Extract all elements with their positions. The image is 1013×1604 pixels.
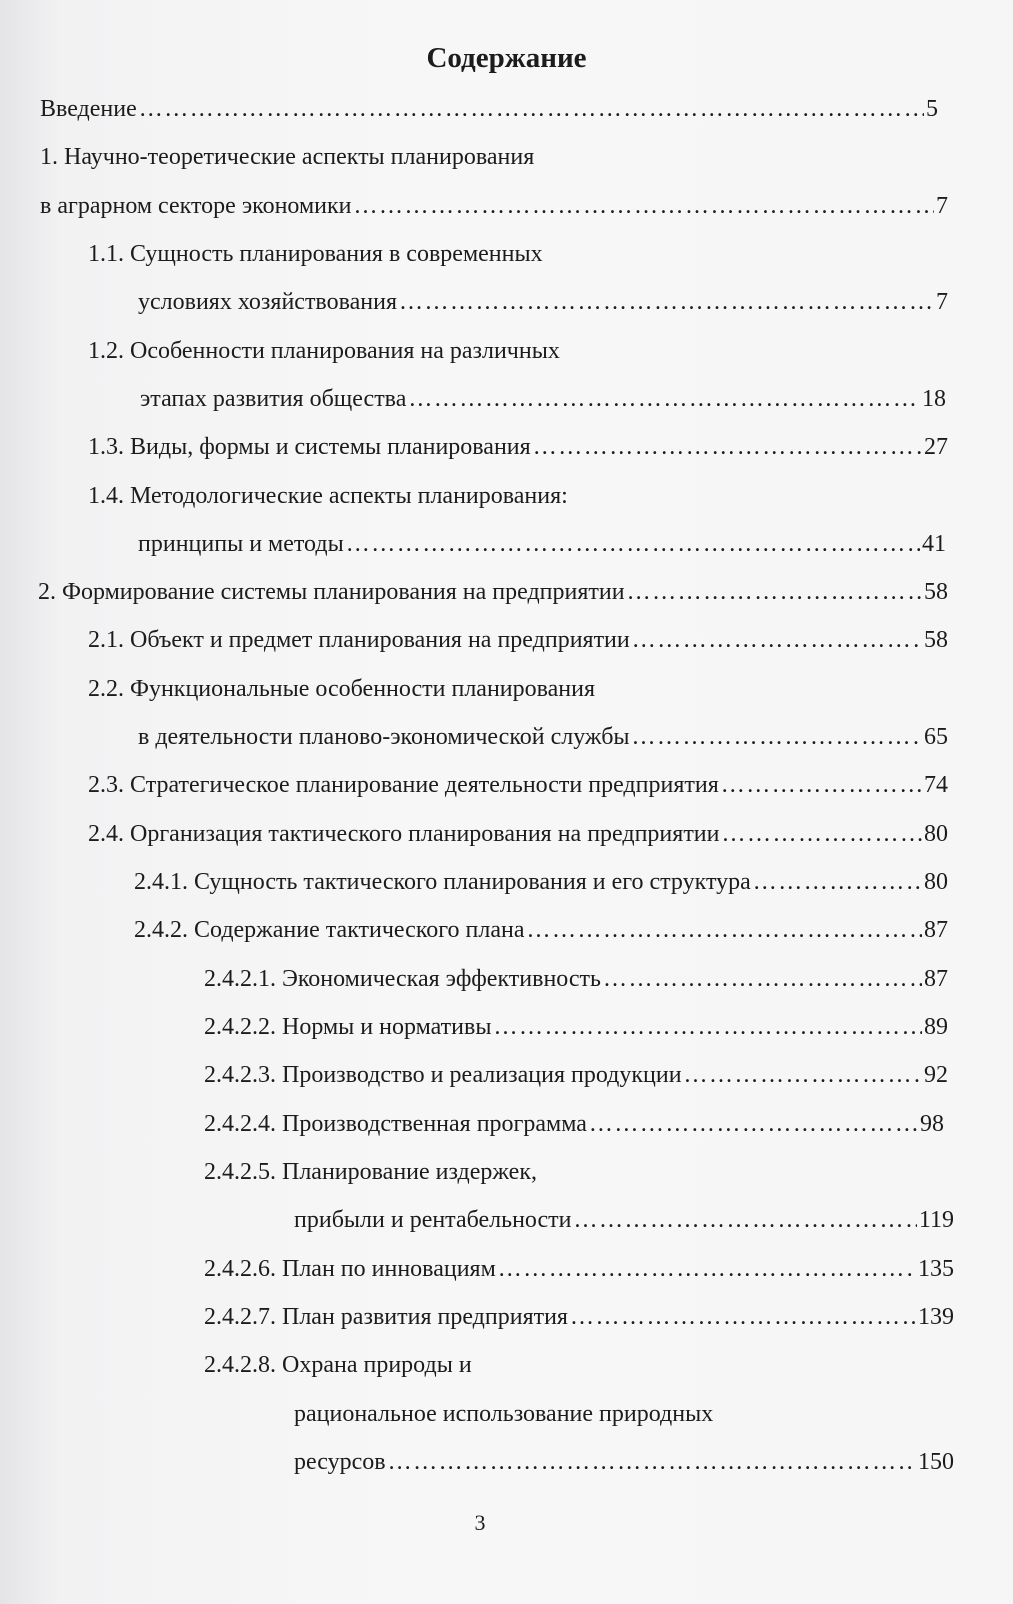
toc-entry xyxy=(138,286,948,318)
toc-entry-label: 1. Научно-теоретические аспекты планирования xyxy=(40,144,535,170)
toc-leader-dots xyxy=(684,1059,922,1091)
toc-page-number: 58 xyxy=(924,579,948,605)
toc-entry xyxy=(88,431,948,463)
toc-entry xyxy=(88,818,948,850)
toc-entry-label: этапах развития общества xyxy=(140,386,407,412)
toc-page-number: 150 xyxy=(918,1449,954,1475)
toc-page-number: 87 xyxy=(924,966,948,992)
toc-leader-dots xyxy=(589,1108,918,1140)
toc-entry-label: 2.4.2.7. План развития предприятия xyxy=(204,1304,568,1330)
toc-page-number: 27 xyxy=(924,434,948,460)
page-title: Содержание xyxy=(426,42,587,74)
toc-leader-dots xyxy=(399,286,934,318)
toc-leader-dots xyxy=(388,1446,916,1478)
toc-entry xyxy=(134,866,948,898)
toc-entry-label: 2.4. Организация тактического планирования на предприятии xyxy=(88,821,720,847)
toc-page-number: 139 xyxy=(918,1304,954,1330)
toc-entry xyxy=(294,1204,954,1236)
toc-entry xyxy=(204,1059,948,1091)
toc-entry xyxy=(138,528,946,560)
toc-page-number: 89 xyxy=(924,1014,948,1040)
toc-entry-label: 2.4.2.4. Производственная программа xyxy=(204,1111,587,1137)
toc-entry-label: 2.4.2.6. План по инновациям xyxy=(204,1256,496,1282)
toc-entry-label: 2.4.2. Содержание тактического плана xyxy=(134,917,525,943)
toc-entry xyxy=(140,383,946,415)
toc-entry xyxy=(204,1349,954,1381)
toc-page-number: 7 xyxy=(936,193,948,219)
toc-leader-dots xyxy=(139,93,924,125)
toc-page-number: 87 xyxy=(924,917,948,943)
toc-entry xyxy=(204,1156,948,1188)
toc-entry xyxy=(294,1398,954,1430)
toc-entry xyxy=(40,93,938,125)
toc-leader-dots xyxy=(493,1011,922,1043)
toc-entry-label: 1.2. Особенности планирования на различных xyxy=(88,338,560,364)
toc-entry xyxy=(88,480,948,512)
toc-page-number: 41 xyxy=(922,531,946,557)
toc-entry-label: 2.4.2.5. Планирование издержек, xyxy=(204,1159,537,1185)
toc-entry xyxy=(88,673,948,705)
toc-entry xyxy=(138,721,948,753)
toc-leader-dots xyxy=(722,818,923,850)
toc-entry xyxy=(38,576,948,608)
toc-entry xyxy=(40,141,938,173)
toc-page-number: 18 xyxy=(922,386,946,412)
toc-entry-label: условиях хозяйствования xyxy=(138,289,397,315)
toc-entry xyxy=(204,1011,948,1043)
toc-leader-dots xyxy=(527,914,923,946)
toc-leader-dots xyxy=(627,576,922,608)
toc-leader-dots xyxy=(721,769,922,801)
toc-entry-label: 2.4.1. Сущность тактического планирования и его структура xyxy=(134,869,751,895)
toc-page-number: 119 xyxy=(918,1207,954,1233)
toc-leader-dots xyxy=(353,190,934,222)
toc-entry-label: в аграрном секторе экономики xyxy=(40,193,352,219)
toc-page-number: 80 xyxy=(924,821,948,847)
toc-entry-label: рациональное использование природных xyxy=(294,1401,714,1427)
toc-entry-label: 2.4.2.1. Экономическая эффективность xyxy=(204,966,601,992)
toc-entry-label: 2.3. Стратегическое планирование деятельности предприятия xyxy=(88,772,719,798)
toc-entry-label: 2. Формирование системы планирования на предприятии xyxy=(38,579,625,605)
toc-entry xyxy=(88,238,948,270)
toc-leader-dots xyxy=(632,721,922,753)
toc-entry-label: 2.4.2.2. Нормы и нормативы xyxy=(204,1014,492,1040)
toc-entry xyxy=(204,963,948,995)
toc-entry xyxy=(204,1253,954,1285)
toc-page-number: 7 xyxy=(936,289,948,315)
toc-entry-label: 1.1. Сущность планирования в современных xyxy=(88,241,543,267)
toc-leader-dots xyxy=(574,1204,917,1236)
toc-entry xyxy=(294,1446,954,1478)
toc-leader-dots xyxy=(603,963,922,995)
toc-page-number: 5 xyxy=(926,96,938,122)
toc-entry-label: ресурсов xyxy=(294,1449,386,1475)
toc-entry xyxy=(88,769,948,801)
toc-page-number: 92 xyxy=(924,1062,948,1088)
toc-leader-dots xyxy=(632,624,922,656)
toc-entry xyxy=(204,1301,954,1333)
toc-entry-label: 2.2. Функциональные особенности планирования xyxy=(88,676,596,702)
toc-entry xyxy=(204,1108,944,1140)
toc-entry-label: 1.3. Виды, формы и системы планирования xyxy=(88,434,531,460)
toc-page-number: 65 xyxy=(924,724,948,750)
toc-leader-dots xyxy=(408,383,920,415)
toc-entry-label: в деятельности планово-экономической службы xyxy=(138,724,630,750)
toc-entry-label: Введение xyxy=(40,96,137,122)
toc-entry xyxy=(40,190,948,222)
toc-entry xyxy=(88,335,948,367)
toc-page-number: 74 xyxy=(924,772,948,798)
toc-entry xyxy=(134,914,948,946)
toc-page-number: 58 xyxy=(924,627,948,653)
toc-entry-label: 2.4.2.3. Производство и реализация продукции xyxy=(204,1062,682,1088)
toc-leader-dots xyxy=(498,1253,916,1285)
toc-leader-dots xyxy=(753,866,922,898)
toc-entry-label: 2.1. Объект и предмет планирования на предприятии xyxy=(88,627,630,653)
toc-page-number: 98 xyxy=(920,1111,944,1137)
toc-leader-dots xyxy=(346,528,920,560)
toc-entry-label: 1.4. Методологические аспекты планирования: xyxy=(88,483,568,509)
toc-entry-label: 2.4.2.8. Охрана природы и xyxy=(204,1352,472,1378)
toc-page-number: 80 xyxy=(924,869,948,895)
toc-entry-label: принципы и методы xyxy=(138,531,344,557)
toc-page-number: 135 xyxy=(918,1256,954,1282)
toc-leader-dots xyxy=(533,431,922,463)
toc-entry-label: прибыли и рентабельности xyxy=(294,1207,572,1233)
toc-leader-dots xyxy=(570,1301,916,1333)
page-number: 3 xyxy=(474,1510,486,1535)
toc-entry xyxy=(88,624,948,656)
